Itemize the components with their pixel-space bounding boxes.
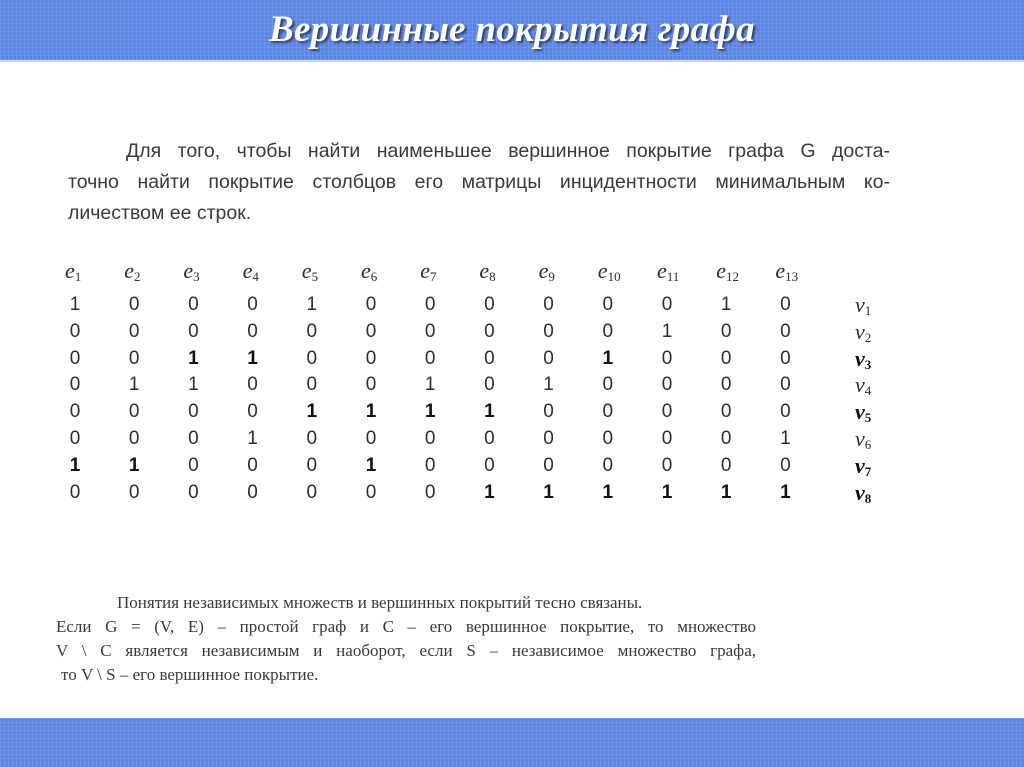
matrix-cell: 0: [780, 347, 791, 369]
matrix-cell: 0: [543, 401, 554, 423]
column-header-e9: $e_9$: [538, 258, 555, 284]
matrix-cell: 1: [188, 374, 199, 396]
matrix-cell: 0: [780, 320, 791, 342]
matrix-cell: 0: [424, 320, 436, 342]
row-label-v1: $v_1$: [855, 292, 872, 318]
matrix-cell: 0: [188, 320, 199, 342]
matrix-cell: 1: [602, 481, 614, 503]
matrix-cell: 0: [780, 401, 791, 423]
matrix-cell: 0: [720, 454, 732, 476]
outro-paragraph: [56, 591, 756, 687]
matrix-cell: 0: [306, 481, 318, 503]
matrix-cell: 1: [720, 294, 732, 315]
matrix-cell: 0: [69, 481, 81, 503]
matrix-cell: 0: [543, 294, 554, 315]
matrix-cell: 0: [602, 454, 614, 476]
matrix-cell: 1: [128, 374, 140, 396]
banner-divider: [0, 60, 1024, 62]
matrix-cell: 1: [306, 294, 318, 315]
matrix-cell: 1: [424, 374, 436, 396]
matrix-cell: 0: [543, 347, 554, 369]
matrix-cell: 0: [365, 320, 377, 342]
matrix-cell: 0: [128, 347, 140, 369]
matrix-cell: 0: [543, 454, 554, 476]
matrix-cell: 0: [69, 347, 81, 369]
matrix-cell: 1: [780, 481, 791, 503]
matrix-cell: 1: [128, 454, 140, 476]
matrix-cell: 0: [484, 320, 495, 342]
matrix-cell: 0: [247, 481, 258, 503]
intro-line-1: Для того, чтобы найти наименьшее вершинное покрытие графа G доста-: [126, 140, 890, 162]
matrix-cell: 1: [720, 481, 732, 503]
matrix-cell: 0: [780, 374, 791, 396]
row-label-v2: $v_2$: [855, 318, 872, 345]
column-header-e6: $e_6$: [361, 258, 378, 284]
matrix-cell: 1: [247, 428, 258, 449]
matrix-cell: 0: [365, 481, 377, 503]
incidence-matrix: [60, 256, 900, 516]
outro-line-2: Если G = (V, E) – простой граф и C – его вершинное покрытие, то множество: [56, 617, 756, 636]
matrix-cell: 0: [484, 428, 495, 449]
matrix-cell: 0: [424, 454, 436, 476]
row-label-v5: $v_5$: [855, 399, 872, 426]
matrix-cell: 0: [661, 347, 673, 369]
column-header-e12: $e_{12}$: [716, 258, 739, 284]
column-header-e7: $e_7$: [420, 258, 437, 284]
matrix-cell: 1: [602, 347, 614, 369]
matrix-cell: 0: [424, 428, 436, 449]
column-header-e5: $e_5$: [301, 258, 319, 284]
matrix-cell: 1: [543, 481, 554, 503]
matrix-cell: 0: [69, 401, 81, 423]
column-header-e8: $e_8$: [479, 258, 496, 284]
bottom-banner: [0, 718, 1024, 767]
matrix-cell: 0: [780, 294, 791, 315]
outro-line-1: Понятия независимых множеств и вершинных покрытий тесно связаны.: [117, 593, 643, 612]
matrix-cell: 0: [602, 374, 614, 396]
matrix-cell: 0: [306, 374, 318, 396]
matrix-cell: 0: [543, 320, 554, 342]
matrix-cell: 0: [365, 374, 377, 396]
matrix-cell: 0: [720, 347, 732, 369]
matrix-cell: 0: [661, 454, 673, 476]
matrix-cell: 0: [247, 294, 258, 315]
intro-line-3: личеством ее строк.: [68, 202, 252, 224]
matrix-cell: 0: [69, 320, 81, 342]
matrix-cell: 0: [188, 481, 199, 503]
matrix-cell: 1: [424, 401, 436, 423]
matrix-cell: 1: [306, 401, 318, 423]
matrix-cell: 1: [365, 454, 377, 476]
column-header-e13: $e_{13}$: [775, 258, 799, 284]
row-label-v4: $v_4$: [855, 372, 872, 399]
matrix-cell: 0: [306, 347, 318, 369]
matrix-cell: 1: [484, 401, 495, 423]
matrix-cell: 0: [69, 428, 81, 449]
row-label-v7: $v_7$: [855, 452, 872, 479]
matrix-cell: 1: [780, 428, 791, 449]
matrix-cell: 0: [424, 481, 436, 503]
column-header-e3: $e_3$: [183, 258, 200, 284]
matrix-cell: 1: [69, 294, 81, 315]
column-header-e2: $e_2$: [124, 258, 141, 284]
matrix-cell: 0: [780, 454, 791, 476]
matrix-cell: 0: [188, 428, 199, 449]
matrix-cell: 0: [484, 454, 495, 476]
matrix-cell: 0: [720, 401, 732, 423]
matrix-cell: 0: [188, 401, 199, 423]
intro-paragraph: [68, 136, 890, 229]
matrix-cell: 0: [188, 454, 199, 476]
matrix-cell: 0: [602, 428, 614, 449]
column-header-e11: $e_{11}$: [657, 258, 680, 284]
matrix-cell: 0: [365, 347, 377, 369]
column-header-e10: $e_{10}$: [597, 258, 621, 284]
matrix-cell: 1: [543, 374, 554, 396]
matrix-cell: 0: [128, 294, 140, 315]
matrix-cell: 1: [661, 481, 673, 503]
matrix-cell: 0: [484, 294, 495, 315]
matrix-cell: 0: [424, 347, 436, 369]
matrix-cell: 0: [484, 374, 495, 396]
matrix-cell: 0: [602, 294, 614, 315]
matrix-cell: 0: [247, 401, 258, 423]
matrix-cell: 0: [661, 374, 673, 396]
slide-title: Вершинные покрытия графа: [269, 9, 755, 50]
row-label-v8: $v_8$: [855, 479, 872, 506]
matrix-cell: 0: [661, 401, 673, 423]
matrix-cell: 0: [128, 481, 140, 503]
matrix-cell: 0: [602, 401, 614, 423]
row-label-v6: $v_6$: [855, 426, 872, 452]
matrix-cell: 0: [602, 320, 614, 342]
matrix-cell: 0: [306, 454, 318, 476]
matrix-cell: 0: [247, 454, 258, 476]
matrix-cell: 0: [247, 320, 258, 342]
matrix-cell: 0: [543, 428, 554, 449]
matrix-cell: 1: [247, 347, 258, 369]
matrix-cell: 0: [69, 374, 81, 396]
outro-line-4: то V \ S – его вершинное покрытие.: [61, 665, 319, 684]
matrix-cell: 0: [188, 294, 199, 315]
matrix-cell: 1: [365, 401, 377, 423]
matrix-cell: 0: [365, 428, 377, 449]
column-header-e1: $e_1$: [65, 258, 82, 284]
intro-line-2: точно найти покрытие столбцов его матрицы инцидентности минимальным ко-: [68, 171, 890, 193]
column-header-e4: $e_4$: [242, 258, 259, 284]
matrix-cell: 0: [484, 347, 495, 369]
matrix-cell: 0: [661, 428, 673, 449]
matrix-cell: 0: [128, 401, 140, 423]
matrix-cell: 0: [306, 320, 318, 342]
matrix-cell: 0: [306, 428, 318, 449]
matrix-cell: 1: [661, 320, 673, 342]
matrix-cell: 0: [720, 374, 732, 396]
matrix-cell: 1: [188, 347, 199, 369]
matrix-cell: 1: [484, 481, 495, 503]
matrix-cell: 0: [247, 374, 258, 396]
matrix-cell: 1: [69, 454, 81, 476]
matrix-cell: 0: [424, 294, 436, 315]
row-label-v3: $v_3$: [855, 345, 872, 372]
matrix-cell: 0: [720, 320, 732, 342]
matrix-cell: 0: [720, 428, 732, 449]
matrix-cell: 0: [661, 294, 673, 315]
outro-line-3: V \ C является независимым и наоборот, если S – независимое множество графа,: [56, 641, 756, 660]
matrix-cell: 0: [128, 428, 140, 449]
matrix-cell: 0: [128, 320, 140, 342]
matrix-cell: 0: [365, 294, 377, 315]
